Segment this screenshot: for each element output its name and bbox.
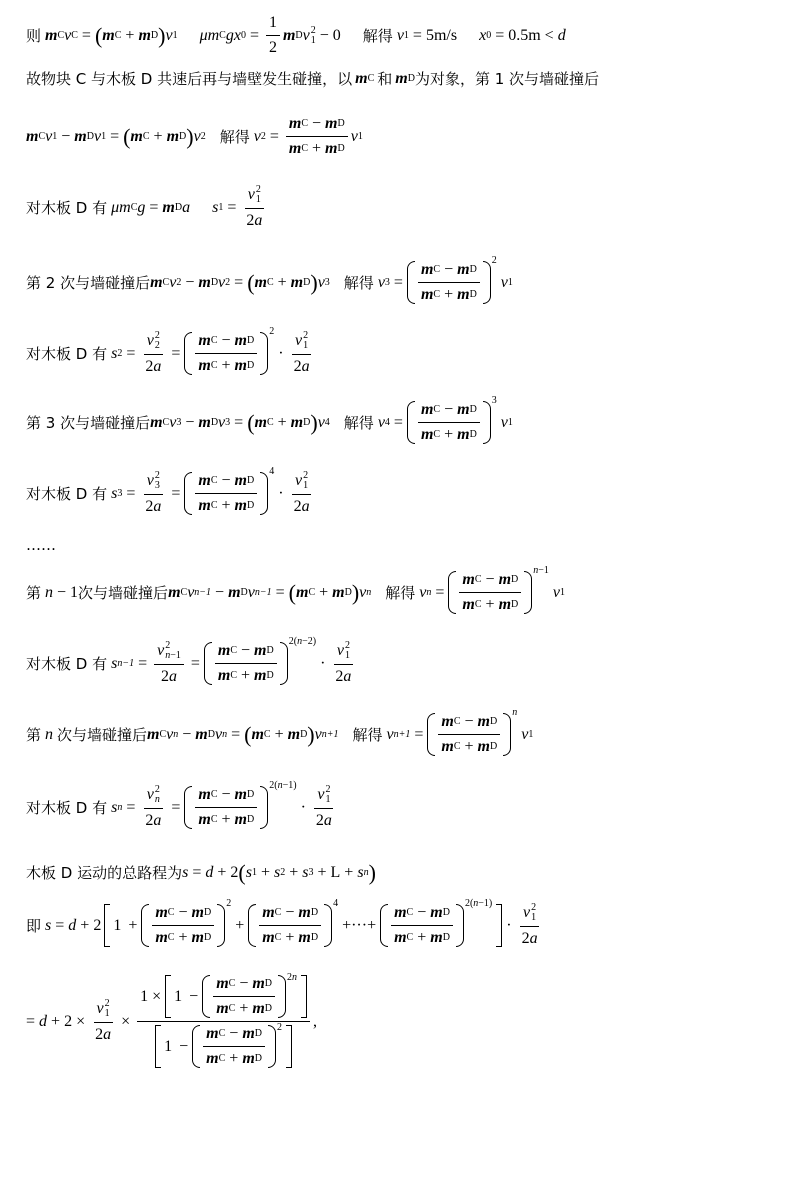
eq-line-8: 对木板 D 有 s 3 = v 2 3 2 a = m C − m D m C + m D 4 · v 2 1 2 a [26, 466, 310, 515]
eq-line-13: 木板 D 运动的总路程为 s = d + 2 ( s 1 + s 2 + s 3 + L + s n ) [26, 859, 376, 885]
eq-line-7: 第 3 次与墙碰撞后 m C v 3 − m D v 3 = ( m C + m D ) v 4 解得 v 4 = m C − m D m C + m D 3 v 1 [26, 395, 513, 443]
eq-line-4: 对木板 D 有 μm C g = m D a s 1 = v 2 1 2 a [26, 184, 263, 229]
text-jiede: 解得 [362, 27, 393, 45]
eq-line-1: 则 m C v C = ( m C + m D ) v 1 μm C gx 0 = $\frac{1}{2}$ m D v 2 1 − 0 解得 v 1 = 5m/s x 0 = 0.5m < d [26, 14, 566, 56]
v1-value: 5m/s [425, 26, 458, 44]
sum-fraction: 1 × 1 − m C − m D m C + m D 2n 1 − m C − m D m C + m D 2 [137, 975, 310, 1068]
eq-line-12: 对木板 D 有 s n = v 2 n 2 a = m C − m D m C + m D 2(n−1) · v 2 1 2 a [26, 780, 332, 829]
text-line-2: 故物块 C 与木板 D 共速后再与墙壁发生碰撞，以 m C 和 m D 为对象，第 1 次与墙碰撞后 [26, 69, 600, 88]
eq-line-15: = d + 2 × v 2 1 2 a × 1 × 1 − m C − m D m C + m D 2n 1 − m C − m D m C + m D 2 , [26, 972, 318, 1067]
text-ze: 则 [26, 27, 42, 45]
eq-line-5: 第 2 次与墙碰撞后 m C v 2 − m D v 2 = ( m C + m D ) v 3 解得 v 3 = m C − m D m C + m D 2 v 1 [26, 255, 513, 303]
eq-line-14: 即 s = d + 2 1 + m C − m D m C + m D 2 + m C − m D m C + m D 4 +···+ m C − m D m C + m D 2(n−1) · v 2 1 2 a [26, 898, 538, 947]
fraction-half: $\frac{1}{2}$ [266, 14, 280, 57]
eq-line-9: 第 n − 1 次与墙碰撞后 m C v n−1 − m D v n−1 = ( m C + m D ) v n 解得 v n = m C − m D m C + m D n−1 v 1 [26, 565, 566, 613]
eq-line-11: 第 n 次与墙碰撞后 m C v n − m D v n = ( m C + m D ) v n+1 解得 v n+1 = m C − m D m C + m D n v 1 [26, 707, 534, 755]
eq-line-3: m C v 1 − m D v 1 = ( m C + m D ) v 2 解得 v 2 = m C − m D m C + m D v 1 [26, 115, 363, 157]
x0-value: 0.5m [508, 26, 541, 44]
eq-line-6: 对木板 D 有 s 2 = v 2 2 2 a = m C − m D m C + m D 2 · v 2 1 2 a [26, 326, 310, 375]
eq-line-10: 对木板 D 有 s n−1 = v 2 n−1 2 a = m C − m D m C + m D 2(n−2) · v 2 1 2 a [26, 636, 352, 685]
ellipsis-line: …… [26, 536, 56, 554]
